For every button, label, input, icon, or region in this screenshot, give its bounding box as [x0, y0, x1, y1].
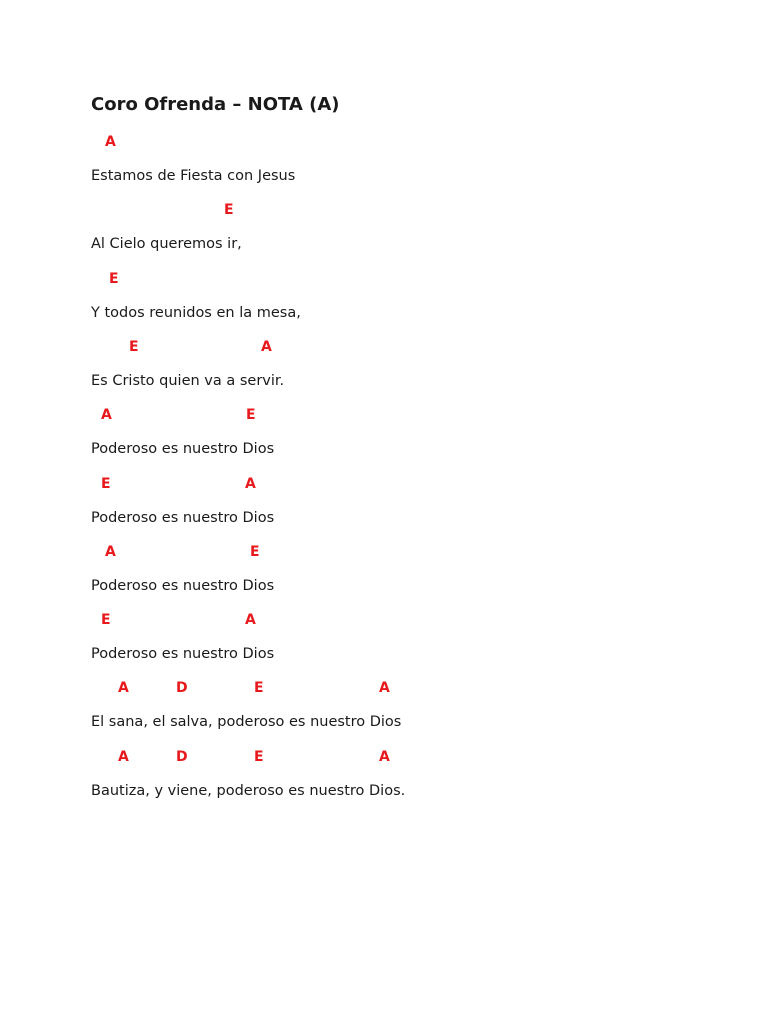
song-title: Coro Ofrenda – NOTA (A) — [91, 94, 340, 115]
chord: E — [101, 612, 111, 629]
lyric-line: Poderoso es nuestro Dios — [91, 441, 275, 458]
chord: D — [176, 748, 188, 765]
chord-line — [91, 612, 691, 632]
chord: A — [105, 543, 116, 560]
chord: A — [118, 748, 129, 765]
lyric-line: Estamos de Fiesta con Jesus — [91, 168, 296, 184]
chord: E — [109, 270, 119, 287]
chord-line — [91, 544, 691, 564]
chord-line — [91, 476, 691, 496]
chord: A — [105, 134, 116, 150]
chord-line — [91, 749, 691, 769]
chord-line — [91, 407, 691, 427]
chord-line — [91, 202, 691, 222]
chord: E — [254, 680, 264, 697]
lyric-line: Poderoso es nuestro Dios — [91, 646, 275, 663]
lyric-line: Poderoso es nuestro Dios — [91, 577, 275, 594]
chord: A — [118, 680, 129, 697]
chord: A — [245, 612, 256, 629]
chord: E — [129, 338, 139, 355]
chord: E — [101, 475, 111, 492]
lyric-line: El sana, el salva, poderoso es nuestro Dios — [91, 714, 402, 731]
lyric-line: Y todos reunidos en la mesa, — [91, 304, 301, 321]
chord: A — [101, 407, 112, 424]
lyric-line: Es Cristo quien va a servir. — [91, 372, 285, 389]
lyric-line: Al Cielo queremos ir, — [91, 236, 242, 253]
lyric-line: Bautiza, y viene, poderoso es nuestro Dios. — [91, 782, 406, 799]
chord: A — [261, 338, 272, 355]
lyric-line: Poderoso es nuestro Dios — [91, 509, 275, 526]
chord: E — [250, 543, 260, 560]
chord: E — [224, 202, 234, 219]
chord: A — [245, 475, 256, 492]
chord: E — [254, 748, 264, 765]
chord: A — [379, 680, 390, 697]
chord: E — [246, 407, 256, 424]
chord-line — [91, 271, 691, 291]
chord-line — [91, 134, 691, 154]
chord: A — [379, 748, 390, 765]
chord-line — [91, 339, 691, 359]
chord: D — [176, 680, 188, 697]
chord-line — [91, 680, 691, 700]
